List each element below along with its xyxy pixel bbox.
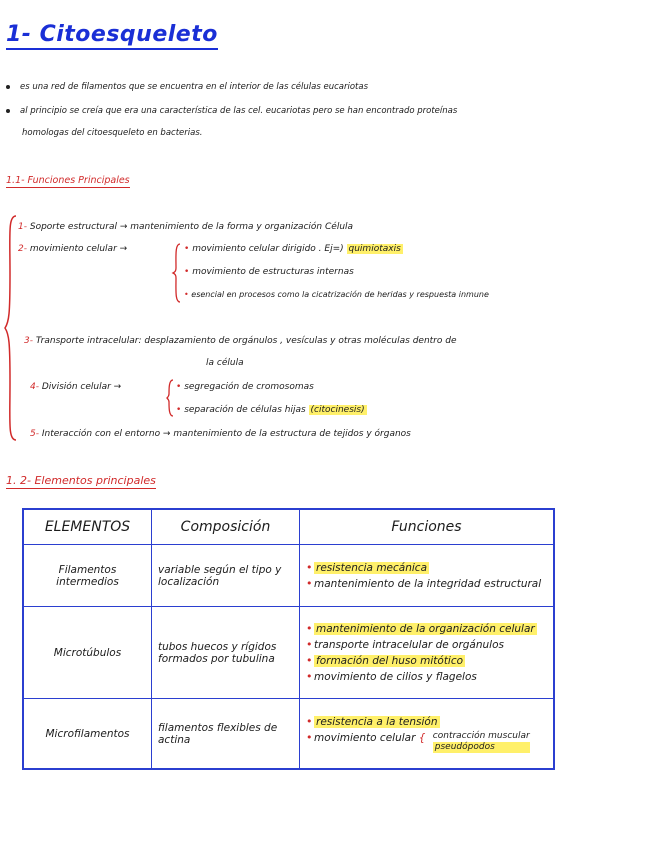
row-2-functions — [300, 607, 554, 699]
function-item-4-brace — [166, 378, 174, 418]
movement-sub-1: contracción muscular — [432, 730, 530, 741]
header-funciones: Funciones — [300, 510, 554, 545]
function-item-4-sub-1 — [176, 382, 314, 392]
citocinesis-highlight: (citocinesis) — [310, 405, 365, 415]
function-item-2-sub-3-text: esencial en procesos como la cicatrización de heridas y respuesta inmune — [191, 290, 489, 299]
function-item-5-num: 5- — [30, 429, 39, 439]
page-title: 1- Citoesqueleto — [6, 22, 218, 50]
function-item-3-num: 3- — [24, 336, 33, 346]
function-item-5 — [30, 429, 411, 439]
intro-bullet-2-cont: homologas del citoesqueleto en bacterias. — [22, 128, 203, 138]
function-item-1 — [18, 222, 353, 232]
movement-brace: { — [418, 731, 426, 744]
function-item-5-text: Interacción con el entorno → mantenimiento de la estructura de tejidos y órganos — [41, 429, 411, 439]
function-list-item: • formación del huso mitótico — [306, 654, 547, 668]
header-composicion: Composición — [152, 510, 300, 545]
row-3-functions — [300, 699, 554, 769]
sub-bullet: • — [184, 290, 189, 299]
function-list-item: • resistencia mecánica — [306, 561, 547, 575]
sub-bullet: • — [176, 405, 182, 415]
function-item-4-sub-1-text: segregación de cromosomas — [184, 382, 314, 392]
sub-bullet: • — [184, 267, 190, 277]
function-item-2-text: movimiento celular → — [29, 244, 128, 254]
function-item-1-text: Soporte estructural → mantenimiento de la forma y organización Célula — [29, 222, 354, 232]
row-2-element: Microtúbulos — [24, 607, 152, 699]
intro-bullet-2-text: al principio se creía que era una característica de las cel. eucariotas pero se han encontrado proteínas — [20, 106, 458, 116]
sub-bullet: • — [184, 244, 190, 254]
bullet-dot — [6, 109, 10, 113]
function-item-4-text: División celular → — [41, 382, 122, 392]
intro-bullet-1 — [6, 82, 368, 92]
function-item-2-sub-2-text: movimiento de estructuras internas — [192, 267, 354, 277]
row-3-element: Microfilamentos — [24, 699, 152, 769]
function-item-4 — [30, 382, 121, 392]
function-list-item: • mantenimiento de la organización celular — [306, 622, 547, 636]
function-item-4-sub-2-text: separación de células hijas — [184, 405, 306, 415]
row-2-composition: tubos huecos y rígidos formados por tubulina — [152, 607, 300, 699]
table-row — [24, 545, 554, 607]
function-item-2-sub-2 — [184, 267, 354, 277]
bullet-dot — [6, 85, 10, 89]
intro-bullet-1-text: es una red de filamentos que se encuentra en el interior de las células eucariotas — [20, 82, 369, 92]
sub-bullet: • — [176, 382, 182, 392]
function-list-item: • resistencia a la tensión — [306, 715, 547, 729]
row-1-element: Filamentos intermedios — [24, 545, 152, 607]
function-item-4-num: 4- — [30, 382, 39, 392]
function-list-item: • mantenimiento de la integridad estructural — [306, 577, 547, 591]
movement-sublist — [433, 731, 530, 753]
elements-table — [22, 508, 555, 770]
function-list-item: • transporte intracelular de orgánulos — [306, 638, 547, 652]
function-list-item: • movimiento celular { contracción muscular pseudópodos — [306, 731, 547, 753]
quimiotaxis-highlight: quimiotaxis — [348, 244, 401, 254]
row-3-composition: filamentos flexibles de actina — [152, 699, 300, 769]
row-1-composition: variable según el tipo y localización — [152, 545, 300, 607]
function-item-2-sub-1 — [184, 244, 403, 254]
intro-bullet-2 — [6, 106, 457, 116]
function-item-3 — [24, 336, 457, 346]
section-2-heading: 1. 2- Elementos principales — [6, 474, 156, 487]
function-item-2-sub-3 — [184, 290, 489, 299]
movement-sub-2: pseudópodos — [433, 742, 530, 753]
function-item-4-sub-2 — [176, 405, 367, 415]
table-row — [24, 699, 554, 769]
table-row — [24, 607, 554, 699]
table-header-row — [24, 510, 554, 545]
function-list-item: • movimiento de cilios y flagelos — [306, 670, 547, 684]
function-item-3-cont: la célula — [206, 358, 244, 368]
function-item-1-num: 1- — [18, 222, 27, 232]
function-item-2 — [18, 244, 127, 254]
header-elementos: ELEMENTOS — [24, 510, 152, 545]
function-item-2-brace — [172, 242, 182, 304]
function-item-3-text: Transporte intracelular: desplazamiento de orgánulos , vesículas y otras moléculas dentro de — [35, 336, 457, 346]
function-item-2-num: 2- — [18, 244, 27, 254]
function-item-2-sub-1-text: movimiento celular dirigido . Ej=) — [192, 244, 344, 254]
row-1-functions — [300, 545, 554, 607]
functions-brace — [4, 214, 18, 444]
section-1-heading: 1.1- Funciones Principales — [6, 175, 130, 186]
